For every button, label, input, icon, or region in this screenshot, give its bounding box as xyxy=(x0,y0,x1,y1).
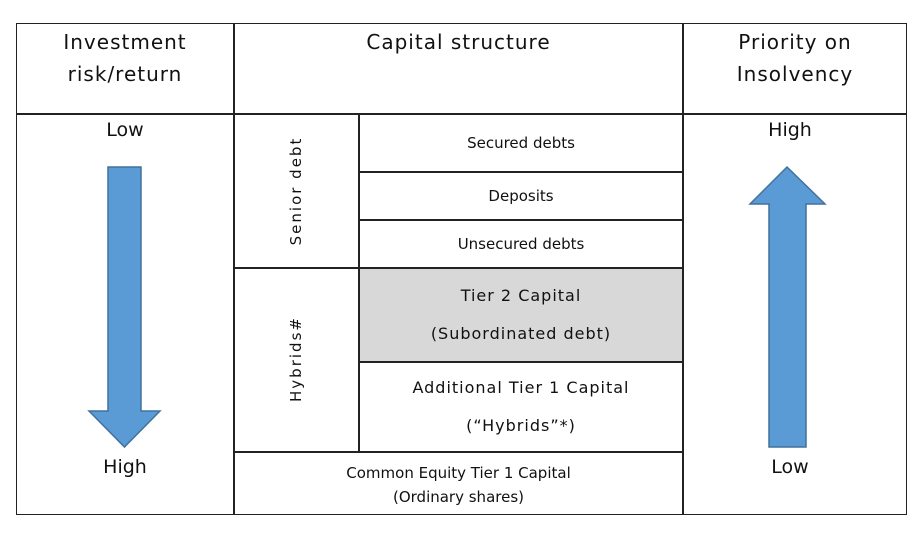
risk-low-label: Low xyxy=(106,119,144,141)
layer-tier2-capital xyxy=(360,269,682,361)
layer-secured-debts xyxy=(360,114,682,171)
header-priority-line-2: Insolvency xyxy=(736,62,854,86)
group-hybrids: Hybrids# xyxy=(287,316,305,402)
layer-deposits xyxy=(360,173,682,219)
layer-cet1-line-1: Common Equity Tier 1 Capital xyxy=(346,463,571,482)
risk-high-label: High xyxy=(103,456,147,478)
layer-at1-line-1: Additional Tier 1 Capital xyxy=(412,378,630,397)
header-risk-line-2: risk/return xyxy=(67,62,183,86)
priority-low-label: Low xyxy=(771,456,809,478)
layer-additional-tier1 xyxy=(360,363,682,451)
layer-deposits-label: Deposits xyxy=(488,187,554,205)
layer-cet1 xyxy=(235,453,682,514)
layer-at1-line-2: (“Hybrids”*) xyxy=(466,416,576,435)
layer-secured-label: Secured debts xyxy=(467,133,575,152)
header-risk-line-1: Investment xyxy=(63,30,187,54)
layer-unsecured-debts xyxy=(360,221,682,267)
layer-tier2-line-1: Tier 2 Capital xyxy=(460,286,582,305)
header-priority-line-1: Priority on xyxy=(738,30,852,54)
header-capital-label: Capital structure xyxy=(366,30,551,54)
layer-tier2-line-2: (Subordinated debt) xyxy=(430,324,612,343)
layer-unsecured-label: Unsecured debts xyxy=(457,235,585,253)
priority-high-label: High xyxy=(768,119,812,141)
group-senior-debt: Senior debt xyxy=(287,136,305,246)
layer-cet1-line-2: (Ordinary shares) xyxy=(392,487,524,506)
